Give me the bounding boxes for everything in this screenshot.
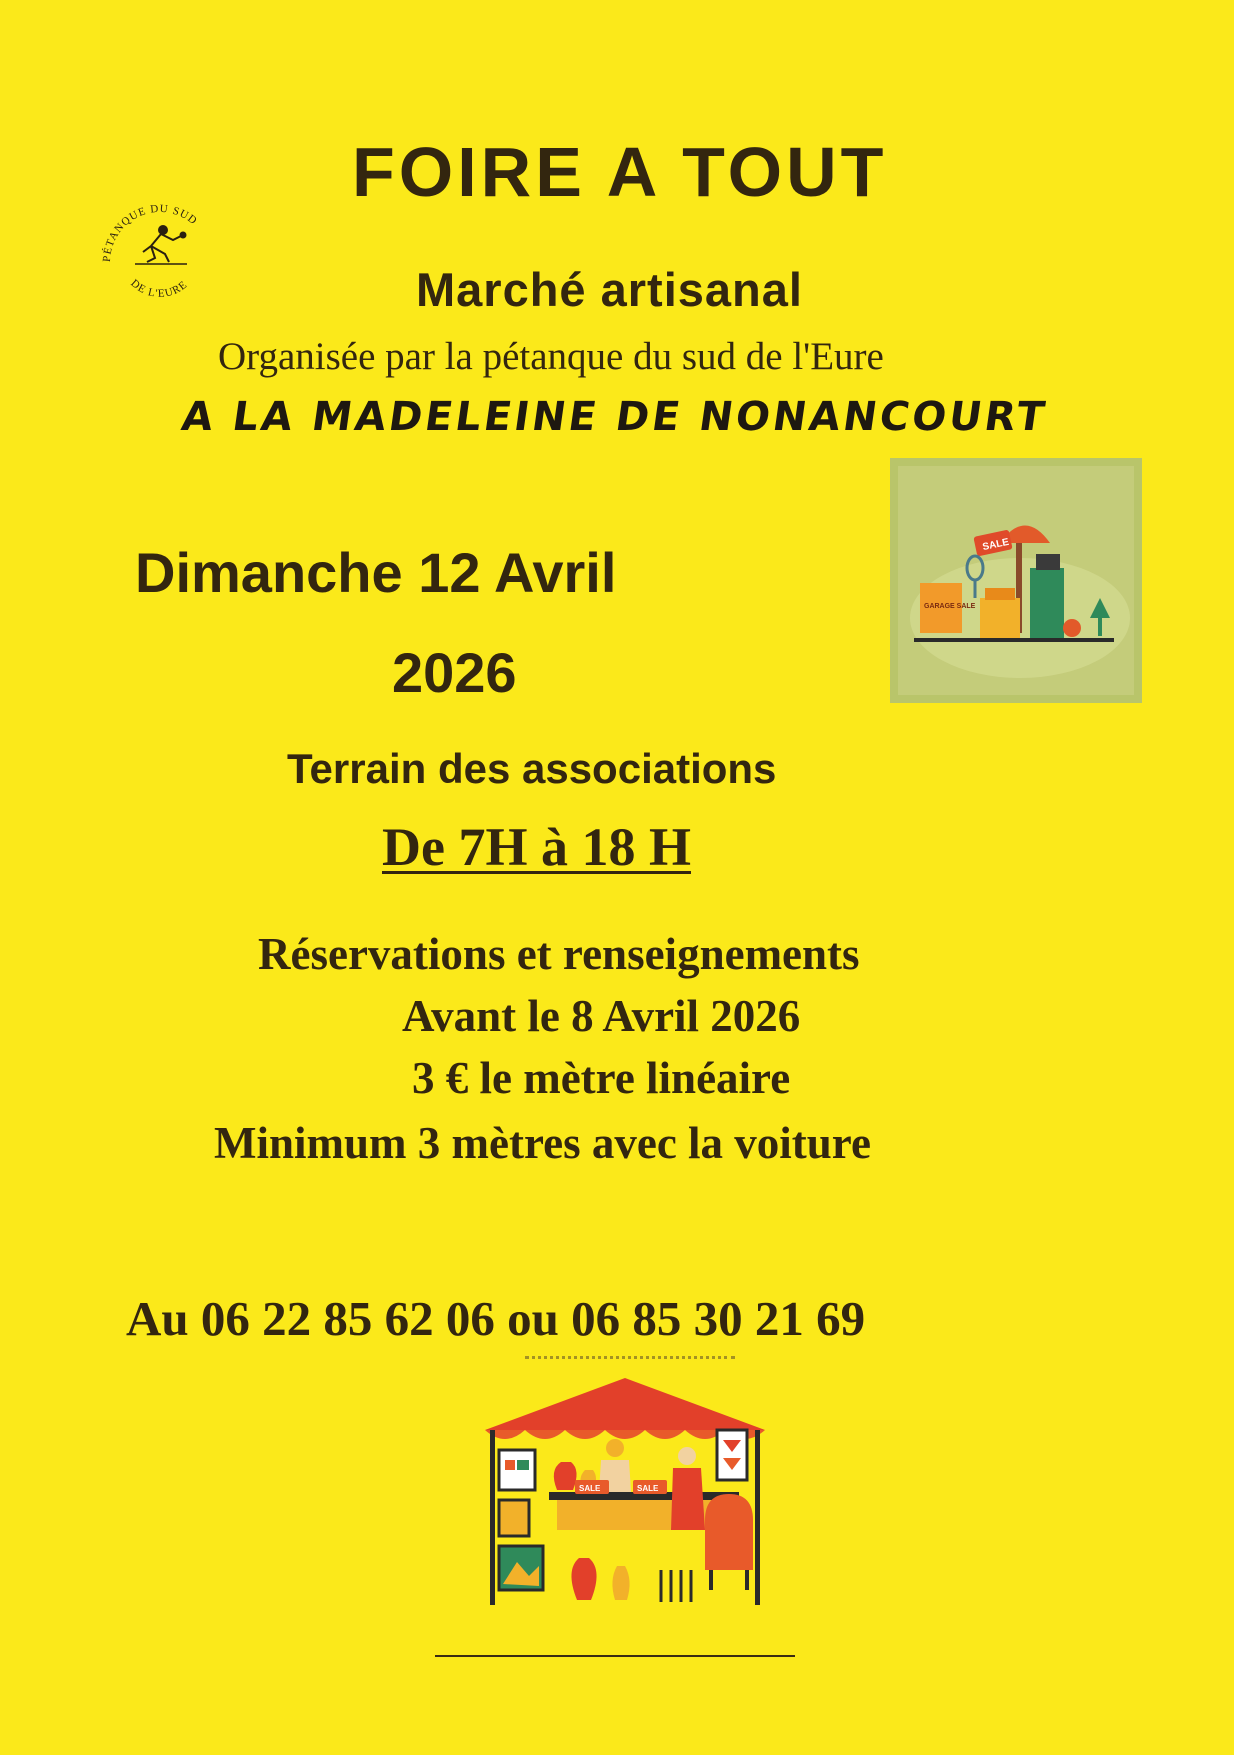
logo-bottom-text: DE L'EURE [128,277,190,300]
phone-numbers: Au 06 22 85 62 06 ou 06 85 30 21 69 [126,1291,866,1346]
svg-text:DE L'EURE [128,277,190,300]
scan-edge [1234,0,1240,1755]
poster-title: FOIRE A TOUT [352,133,888,211]
date-line-2: 2026 [392,641,517,704]
market-sale-sign-left: SALE [579,1484,601,1493]
garage-sale-sign-text: GARAGE SALE [924,603,976,610]
market-stall-illustration [465,1370,785,1615]
sale-tag-text: SALE [981,536,1010,554]
petanque-player-icon [135,226,187,264]
venue-line: Terrain des associations [287,745,777,792]
garage-sale-illustration [890,458,1142,703]
date-line-1: Dimanche 12 Avril [135,541,617,604]
deadline-line: Avant le 8 Avril 2026 [402,991,801,1041]
info-heading: Réservations et renseignements [258,929,860,979]
hours-line: De 7H à 18 H [382,817,691,877]
price-line: 3 € le mètre linéaire [412,1053,791,1103]
organizer-line: Organisée par la pétanque du sud de l'Eure [218,335,884,378]
petanque-club-logo [95,200,225,310]
bottom-rule [435,1655,795,1657]
logo-top-text: PÉTANQUE DU SUD [100,202,200,263]
poster-subtitle: Marché artisanal [416,263,803,316]
scan-mark [525,1356,735,1362]
handwritten-location: A LA MADELEINE DE NONANCOURT [178,394,1051,440]
minimum-line: Minimum 3 mètres avec la voiture [214,1118,871,1168]
market-sale-sign-right: SALE [637,1484,659,1493]
